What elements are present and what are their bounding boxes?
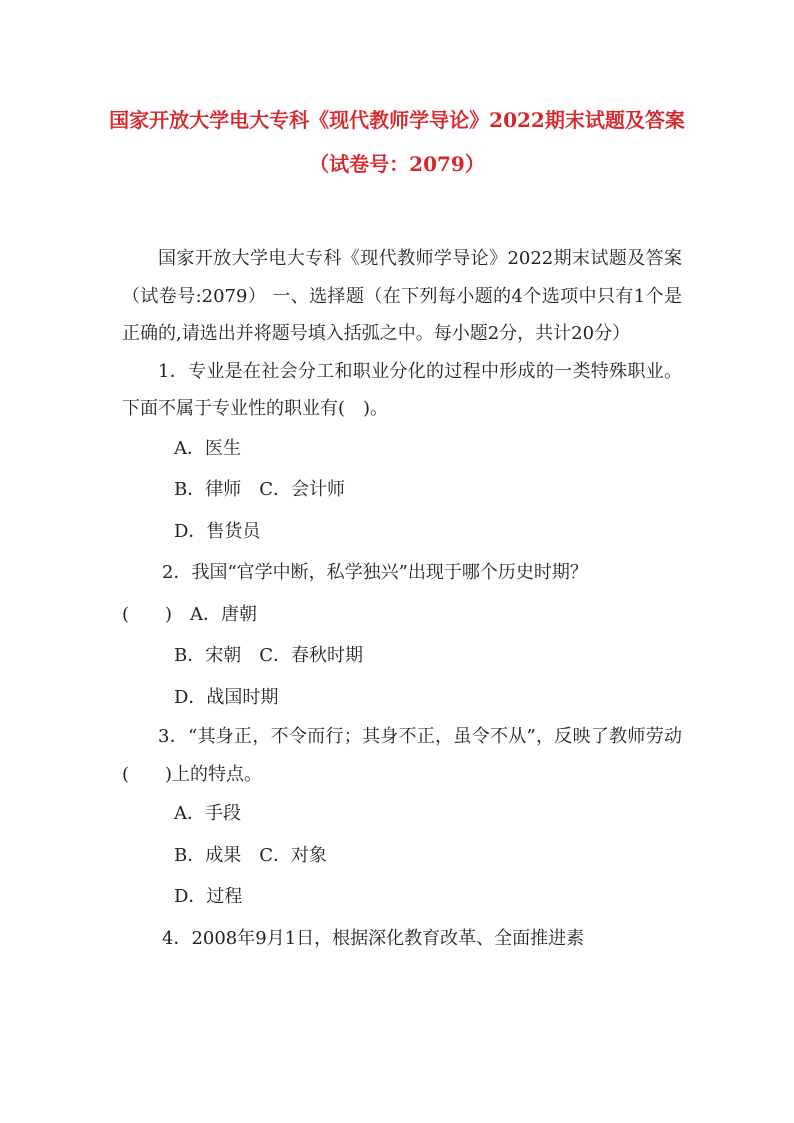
question-3-stem: 3．“其身正，不令而行；其身不正，虽令不从”，反映了教师劳动( )上的特点。: [122, 726, 682, 785]
question-2-stem: 2．我国“官学中断，私学独兴”出现于哪个历史时期？: [162, 562, 588, 583]
question-1-stem: 1．专业是在社会分工和职业分化的过程中形成的一类特殊职业。下面不属于专业性的职业有( )。: [122, 360, 682, 419]
document-body: [122, 240, 682, 959]
intro-paragraph: 国家开放大学电大专科《现代教师学导论》2022期末试题及答案（试卷号:2079） 一、选择题（在下列每小题的4个选项中只有1个是正确的,请选出并将题号填入括弧之中。每小题2分，共计20分）: [122, 248, 682, 344]
question-2-stem-continued: ( ) A．唐朝: [122, 603, 258, 625]
document-title: 国家开放大学电大专科《现代教师学导论》2022期末试题及答案（试卷号：2079）: [109, 108, 685, 176]
question-3-option: A．手段: [174, 803, 241, 824]
question-1-option: D．售货员: [174, 520, 261, 542]
question-3-option: B．成果 C．对象: [174, 844, 327, 866]
question-1-option: A．医生: [174, 437, 241, 459]
question-2-option: B．宋朝 C．春秋时期: [174, 645, 363, 666]
question-4-stem: 4．2008年9月1日，根据深化教育改革、全面推进素: [162, 927, 585, 949]
question-3-option: D．过程: [174, 886, 243, 907]
question-2-option: D．战国时期: [174, 686, 279, 708]
question-1-option: B．律师 C．会计师: [174, 479, 345, 500]
